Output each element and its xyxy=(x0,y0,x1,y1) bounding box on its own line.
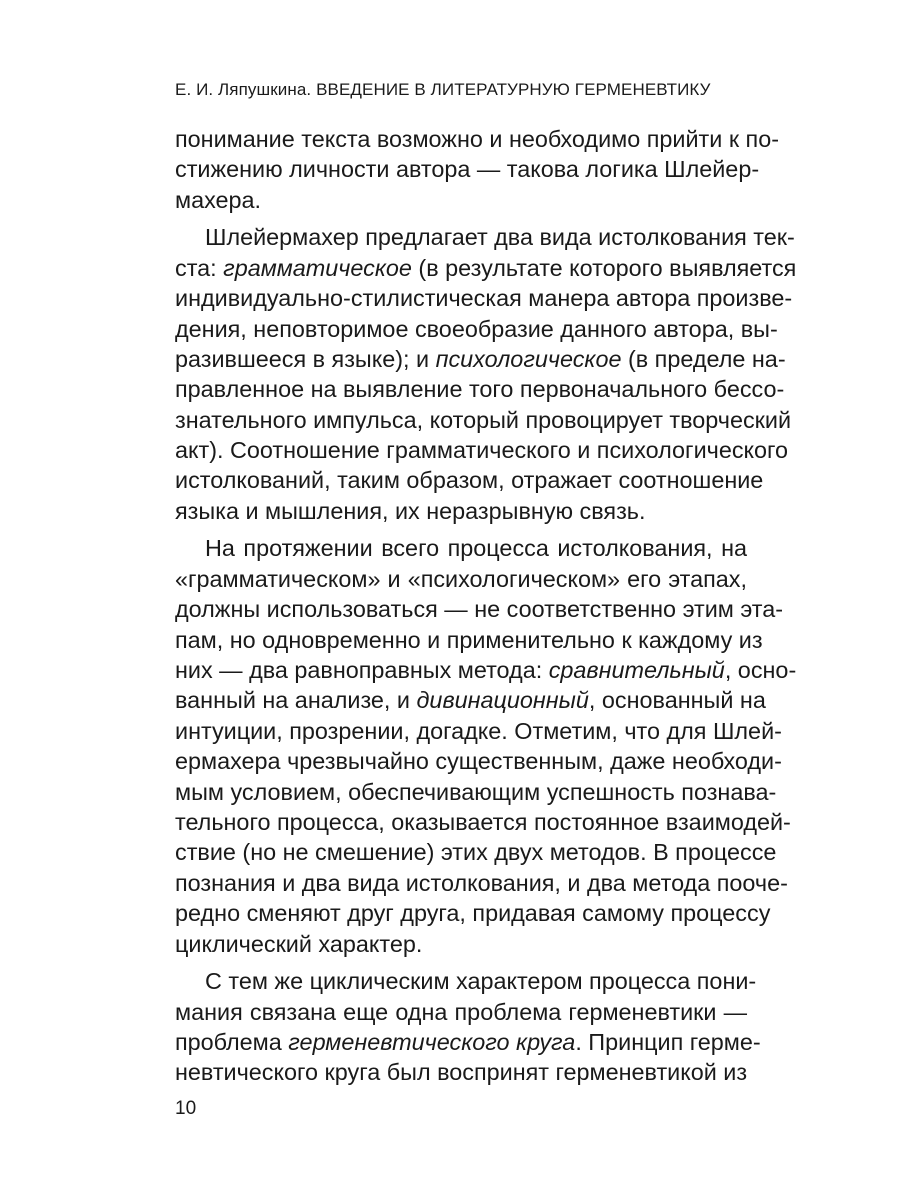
text-line xyxy=(175,405,792,435)
italic-term: психологическое xyxy=(435,345,622,372)
text-line xyxy=(175,564,747,594)
text-run: пам, но одновременно и применительно к каждому из xyxy=(175,626,763,653)
text-line xyxy=(175,716,782,746)
text-line xyxy=(175,222,795,252)
italic-term: грамматическое xyxy=(223,254,412,281)
text-run: проблема xyxy=(175,1028,289,1055)
text-line xyxy=(175,185,747,215)
text-line xyxy=(175,154,760,184)
text-run: , основанный на xyxy=(588,687,766,714)
body-text xyxy=(175,124,797,1088)
text-run: Шлейермахер предлагает два вида истолкования тек- xyxy=(205,224,795,251)
text-line xyxy=(175,746,782,776)
text-run: индивидуально-стилистическая манера автора произве- xyxy=(175,285,793,312)
text-line xyxy=(175,533,747,563)
text-run: С тем же циклическим характером процесса пони- xyxy=(205,968,757,995)
text-run: должны использоваться — не соответственно этим эта- xyxy=(175,596,784,623)
text-line xyxy=(175,685,766,715)
text-line xyxy=(175,868,788,898)
text-line xyxy=(175,625,763,655)
text-line xyxy=(175,594,784,624)
text-line xyxy=(175,807,791,837)
italic-term: герменевтического круга xyxy=(288,1028,576,1055)
text-run: стижению личности автора — такова логика Шлейер- xyxy=(175,156,760,183)
text-run: На протяжении всего процесса истолкования, на xyxy=(205,535,747,562)
italic-term: сравнительный xyxy=(548,657,725,684)
text-line xyxy=(175,655,797,685)
text-line xyxy=(175,374,785,404)
text-run: ванный на анализе, и xyxy=(175,687,417,714)
text-run: разившееся в языке); и xyxy=(175,345,436,372)
text-run: познания и два вида истолкования, и два метода пооче- xyxy=(175,869,788,896)
page-number: 10 xyxy=(175,1098,197,1119)
text-run: знательного импульса, который провоцирует творческий xyxy=(175,406,792,433)
text-run: (в пределе на- xyxy=(621,345,786,372)
text-run: , осно- xyxy=(724,657,797,684)
paragraph xyxy=(175,124,780,215)
text-line xyxy=(175,1027,761,1057)
text-run: невтического круга был воспринят герменевтикой из xyxy=(175,1059,748,1086)
text-line xyxy=(175,898,771,928)
text-run: «грамматическом» и «психологическом» его этапах, xyxy=(175,565,747,592)
text-run: мания связана еще одна проблема герменевтики — xyxy=(175,998,747,1025)
text-run: циклический характер. xyxy=(175,930,423,957)
text-run: языка и мышления, их неразрывную связь. xyxy=(175,497,646,524)
text-run: . Принцип герме- xyxy=(575,1028,761,1055)
text-line xyxy=(175,283,793,313)
text-run: ствие (но не смешение) этих двух методов. В процессе xyxy=(175,839,777,866)
text-run: (в результате которого выявляется xyxy=(411,254,797,281)
running-header: Е. И. Ляпушкина. ВВЕДЕНИЕ В ЛИТЕРАТУРНУЮ ГЕРМЕНЕВТИКУ xyxy=(175,80,711,99)
text-line xyxy=(175,496,747,526)
text-line xyxy=(175,253,797,283)
text-line xyxy=(175,124,780,154)
text-run: них — два равноправных метода: xyxy=(175,657,549,684)
text-run: мым условием, обеспечивающим успешность познава- xyxy=(175,778,777,805)
text-run: ермахера чрезвычайно существенным, даже необходи- xyxy=(175,748,782,775)
text-run: редно сменяют друг друга, придавая самому процессу xyxy=(175,900,771,927)
text-line xyxy=(175,465,764,495)
text-run: понимание текста возможно и необходимо прийти к по- xyxy=(175,126,780,152)
paragraph xyxy=(175,222,797,526)
paragraph xyxy=(175,533,797,958)
text-line xyxy=(175,966,757,996)
text-line xyxy=(175,997,747,1027)
text-line xyxy=(175,837,777,867)
text-line xyxy=(175,344,786,374)
text-line xyxy=(175,929,747,959)
text-run: акт). Соотношение грамматического и психологического xyxy=(175,437,789,464)
text-line xyxy=(175,314,778,344)
text-run: дения, неповторимое своеобразие данного автора, вы- xyxy=(175,315,778,342)
text-run: истолкований, таким образом, отражает соотношение xyxy=(175,467,764,494)
paragraph xyxy=(175,966,761,1088)
italic-term: дивинационный xyxy=(416,687,589,714)
text-run: правленное на выявление того первоначального бессо- xyxy=(175,376,785,403)
text-run: махера. xyxy=(175,186,262,213)
text-line xyxy=(175,435,789,465)
text-line xyxy=(175,777,777,807)
text-run: ста: xyxy=(175,254,224,281)
text-run: тельного процесса, оказывается постоянное взаимодей- xyxy=(175,808,791,835)
text-run: интуиции, прозрении, догадке. Отметим, что для Шлей- xyxy=(175,717,782,744)
text-line xyxy=(175,1057,747,1087)
